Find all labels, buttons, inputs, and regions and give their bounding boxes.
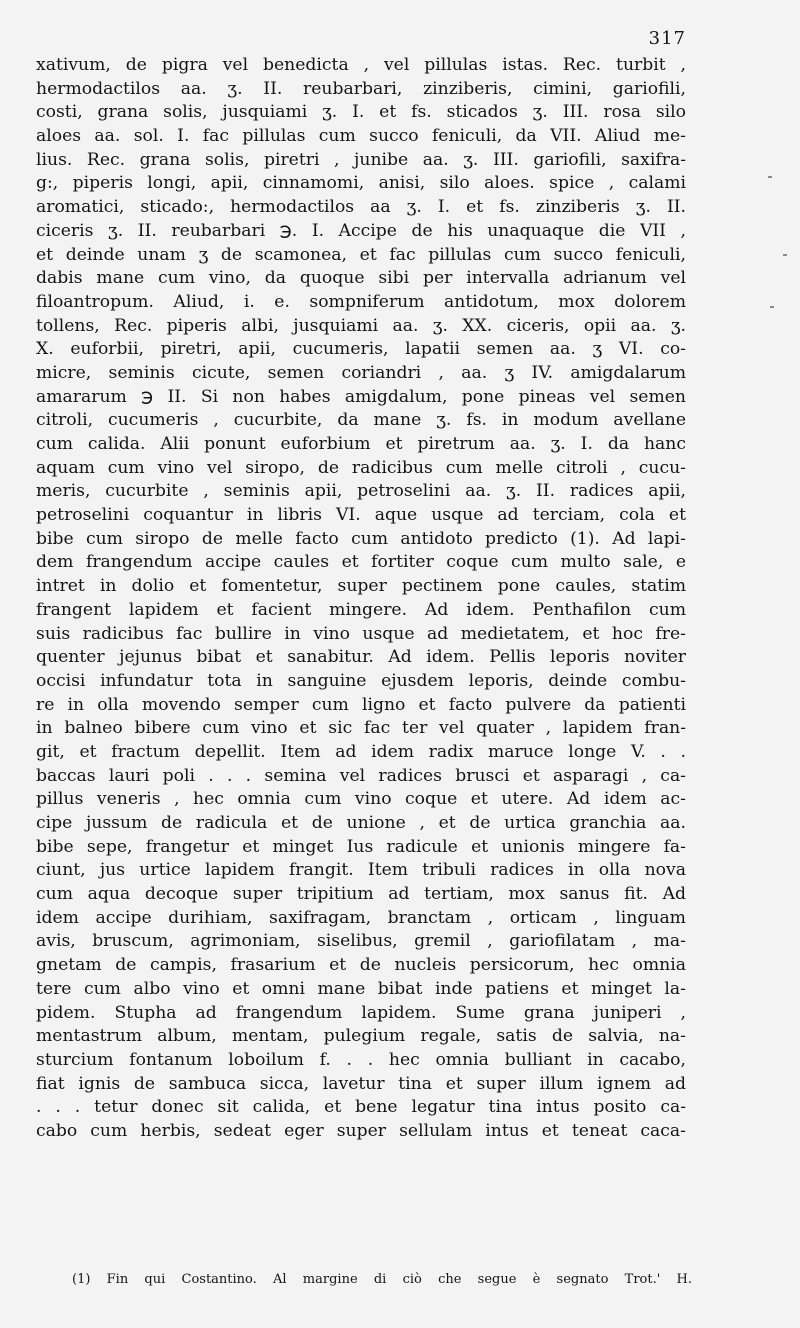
- text-line: aquam cum vino vel siropo, de radicibus cum melle citroli , cucu-: [36, 457, 686, 478]
- text-line: filoantropum. Aliud, i. e. sompniferum antidotum, mox dolorem: [36, 291, 686, 312]
- text-line: dabis mane cum vino, da quoque sibi per intervalla adrianum vel: [36, 268, 686, 289]
- text-line: cum aqua decoque super tripitium ad tertiam, mox sanus fit. Ad: [36, 884, 686, 905]
- text-line: aloes aa. sol. I. fac pillulas cum succo feniculi, da VII. Aliud me-: [36, 126, 686, 147]
- text-line: bibe sepe, frangetur et minget Ius radicule et unionis mingere fa-: [36, 836, 686, 857]
- page-number: 317: [648, 28, 686, 49]
- text-line: lius. Rec. grana solis, piretri , junibe aa. ʒ. III. gariofili, saxifra-: [36, 149, 686, 170]
- text-line: citroli, cucumeris , cucurbite, da mane ʒ. fs. in modum avellane: [36, 410, 686, 431]
- text-line: . . . tetur donec sit calida, et bene legatur tina intus posito ca-: [36, 1097, 686, 1118]
- text-line: pillus veneris , hec omnia cum vino coque et utere. Ad idem ac-: [36, 789, 686, 810]
- text-line: in balneo bibere cum vino et sic fac ter vel quater , lapidem fran-: [36, 718, 686, 739]
- margin-speck: [768, 176, 772, 178]
- text-line: amararum ℈ II. Si non habes amigdalum, pone pineas vel semen: [36, 386, 686, 407]
- text-line: et deinde unam ʒ de scamonea, et fac pillulas cum succo feniculi,: [36, 244, 686, 265]
- text-line: quenter jejunus bibat et sanabitur. Ad idem. Pellis leporis noviter: [36, 647, 686, 668]
- text-line: cipe jussum de radicula et de unione , et de urtica granchia aa.: [36, 813, 686, 833]
- text-line: baccas lauri poli . . . semina vel radices brusci et asparagi , ca-: [36, 765, 686, 786]
- body-text: [36, 54, 686, 1144]
- text-line: idem accipe durihiam, saxifragam, branctam , orticam , linguam: [36, 907, 686, 928]
- text-line: tollens, Rec. piperis albi, jusquiami aa. ʒ. XX. ciceris, opii aa. ʒ.: [36, 315, 686, 336]
- text-line: micre, seminis cicute, semen coriandri , aa. ʒ IV. amigdalarum: [36, 362, 686, 383]
- text-line: intret in dolio et fomentetur, super pectinem pone caules, statim: [36, 576, 686, 597]
- text-line: suis radicibus fac bullire in vino usque ad medietatem, et hoc fre-: [36, 623, 686, 644]
- text-line: ciceris ʒ. II. reubarbari ℈. I. Accipe de his unaquaque die VII ,: [36, 220, 686, 241]
- text-line: re in olla movendo semper cum ligno et facto pulvere da patienti: [36, 694, 686, 715]
- margin-speck: [783, 254, 787, 256]
- text-line: mentastrum album, mentam, pulegium regale, satis de salvia, na-: [36, 1026, 686, 1047]
- text-line: X. euforbii, piretri, apii, cucumeris, lapatii semen aa. ʒ VI. co-: [36, 339, 686, 360]
- text-line: frangent lapidem et facient mingere. Ad idem. Penthafilon cum: [36, 599, 686, 620]
- text-line: meris, cucurbite , seminis apii, petroselini aa. ʒ. II. radices apii,: [36, 481, 686, 502]
- text-line: hermodactilos aa. ʒ. II. reubarbari, zinziberis, cimini, gariofili,: [36, 78, 686, 99]
- text-line: sturcium fontanum loboilum f. . . hec omnia bulliant in cacabo,: [36, 1049, 686, 1070]
- text-line: costi, grana solis, jusquiami ʒ. I. et fs. sticados ʒ. III. rosa silo: [36, 102, 686, 123]
- text-line: cabo cum herbis, sedeat eger super sellulam intus et teneat caca-: [36, 1120, 686, 1141]
- text-line: tere cum albo vino et omni mane bibat inde patiens et minget la-: [36, 978, 686, 999]
- text-line: xativum, de pigra vel benedicta , vel pillulas istas. Rec. turbit ,: [36, 55, 686, 75]
- text-line: gnetam de campis, frasarium et de nucleis persicorum, hec omnia: [36, 955, 686, 976]
- text-line: dem frangendum accipe caules et fortiter coque cum multo sale, e: [36, 552, 686, 573]
- margin-speck: [770, 306, 774, 308]
- footnote: (1) Fin qui Costantino. Al margine di ciò che segue è segnato Trot.' H.: [72, 1272, 692, 1287]
- text-line: cum calida. Alii ponunt euforbium et piretrum aa. ʒ. I. da hanc: [36, 434, 686, 454]
- text-line: bibe cum siropo de melle facto cum antidoto predicto (1). Ad lapi-: [36, 528, 686, 549]
- text-line: g:, piperis longi, apii, cinnamomi, anisi, silo aloes. spice , calami: [36, 173, 686, 194]
- text-line: occisi infundatur tota in sanguine ejusdem leporis, deinde combu-: [36, 670, 686, 691]
- text-line: pidem. Stupha ad frangendum lapidem. Sume grana juniperi ,: [36, 1002, 686, 1023]
- text-line: avis, bruscum, agrimoniam, siselibus, gremil , gariofilatam , ma-: [36, 931, 686, 952]
- text-line: fiat ignis de sambuca sicca, lavetur tina et super illum ignem ad: [36, 1073, 686, 1094]
- text-line: petroselini coquantur in libris VI. aque usque ad terciam, cola et: [36, 505, 686, 526]
- text-line: aromatici, sticado:, hermodactilos aa ʒ. I. et fs. zinziberis ʒ. II.: [36, 197, 686, 218]
- text-line: git, et fractum depellit. Item ad idem radix maruce longe V. . .: [36, 741, 686, 762]
- text-line: ciunt, jus urtice lapidem frangit. Item tribuli radices in olla nova: [36, 860, 686, 881]
